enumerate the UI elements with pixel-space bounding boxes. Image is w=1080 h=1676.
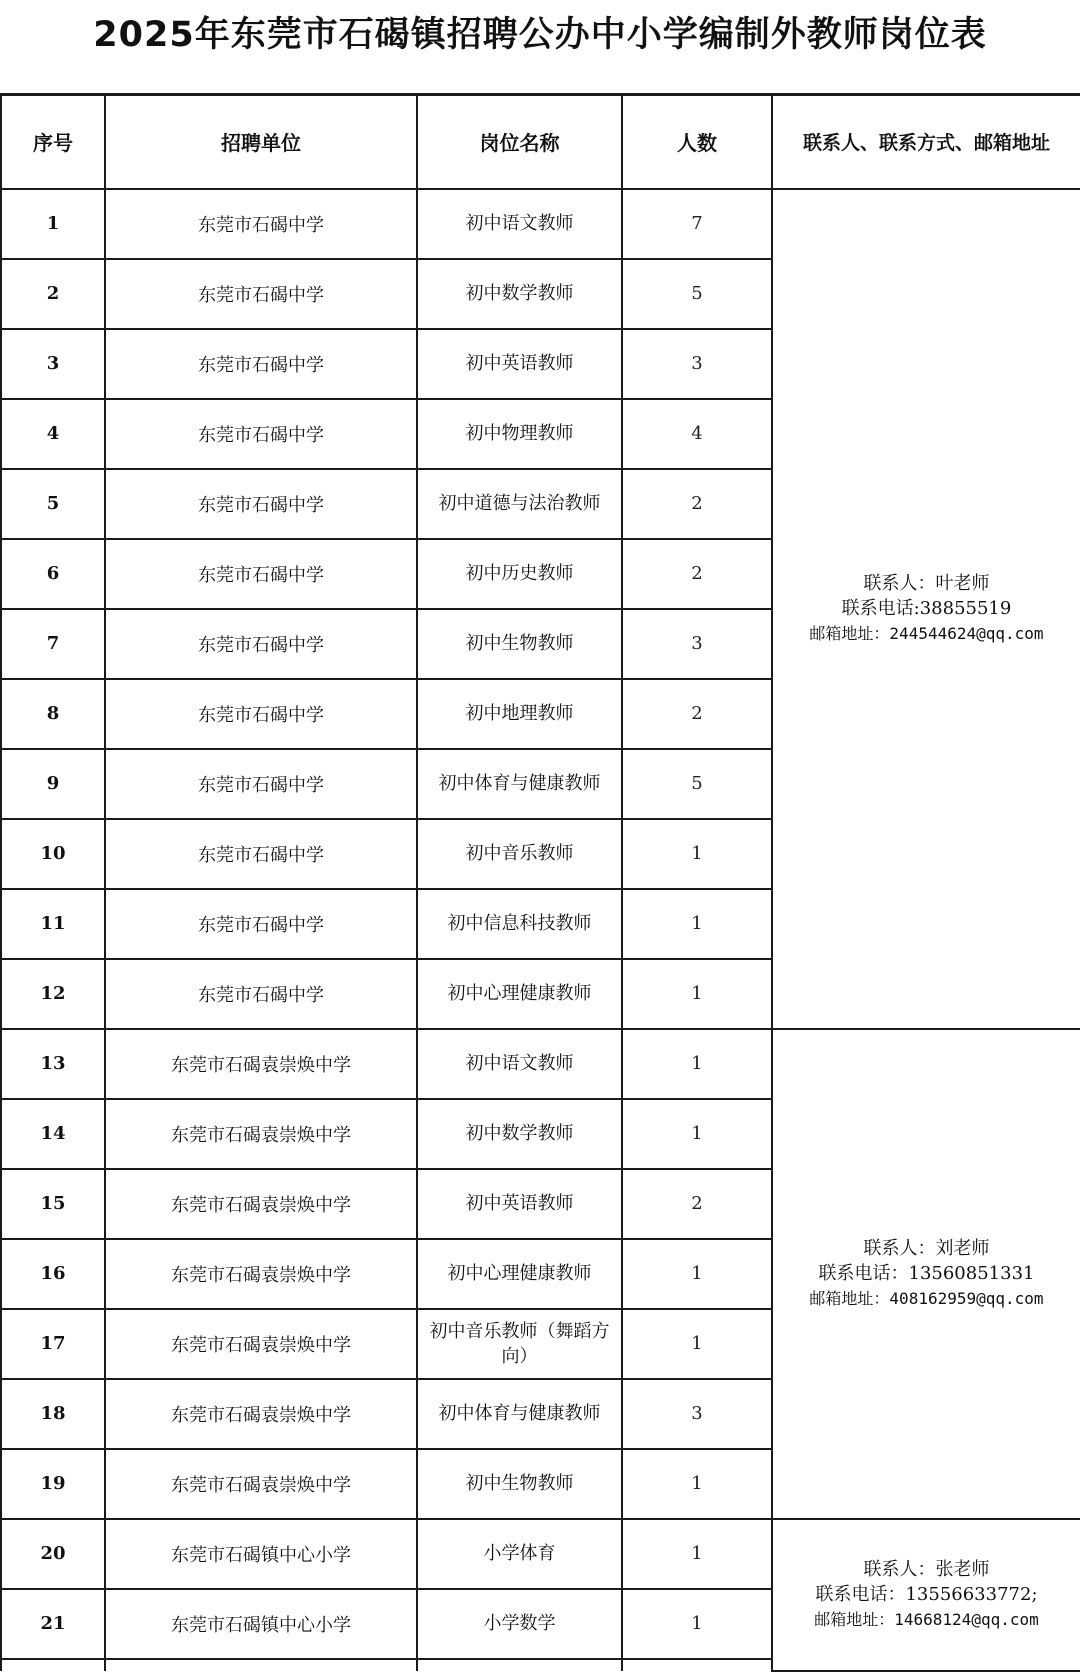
contact-phone: 联系电话：13560851331 (818, 1263, 1035, 1284)
cell-unit: 东莞市石碣中学 (105, 539, 417, 609)
cell-count: 1 (622, 1519, 772, 1589)
page-title: 2025年东莞市石碣镇招聘公办中小学编制外教师岗位表 (93, 15, 987, 55)
cell-seq: 11 (1, 889, 105, 959)
cell-post: 初中心理健康教师 (417, 959, 622, 1029)
cell-unit: 东莞市石碣中学 (105, 189, 417, 259)
cell-seq: 15 (1, 1169, 105, 1239)
cell-unit: 东莞市石碣中学 (105, 329, 417, 399)
cell-post: 初中数学教师 (417, 259, 622, 329)
cell-count: 1 (622, 1309, 772, 1379)
cell-unit: 东莞市石碣中学 (105, 959, 417, 1029)
cell-unit: 东莞市石碣袁崇焕中学 (105, 1449, 417, 1519)
cell-unit: 东莞市石碣袁崇焕中学 (105, 1379, 417, 1449)
table-header-row (1, 95, 1080, 189)
cell-unit: 东莞市石碣镇中心小学 (105, 1519, 417, 1589)
cell-count: 1 (622, 889, 772, 959)
cell-empty (105, 1659, 417, 1671)
cell-post: 初中英语教师 (417, 329, 622, 399)
cell-empty (417, 1659, 622, 1671)
cell-count: 2 (622, 539, 772, 609)
cell-count: 1 (622, 959, 772, 1029)
cell-post: 初中地理教师 (417, 679, 622, 749)
cell-unit: 东莞市石碣镇中心小学 (105, 1589, 417, 1659)
cell-seq: 18 (1, 1379, 105, 1449)
contact-group-central-primary (772, 1519, 1080, 1671)
cell-count: 5 (622, 259, 772, 329)
cell-count: 3 (622, 329, 772, 399)
header-seq: 序号 (1, 95, 105, 189)
cell-seq: 19 (1, 1449, 105, 1519)
table-row (1, 1519, 1080, 1589)
cell-count: 1 (622, 819, 772, 889)
cell-count: 2 (622, 469, 772, 539)
contact-person: 联系人：刘老师 (863, 1238, 990, 1259)
table-row (1, 1029, 1080, 1099)
cell-post: 初中体育与健康教师 (417, 749, 622, 819)
cell-unit: 东莞市石碣中学 (105, 679, 417, 749)
cell-post: 初中物理教师 (417, 399, 622, 469)
cell-seq: 12 (1, 959, 105, 1029)
cell-seq: 21 (1, 1589, 105, 1659)
cell-seq: 9 (1, 749, 105, 819)
header-count: 人数 (622, 95, 772, 189)
cell-unit: 东莞市石碣中学 (105, 889, 417, 959)
cell-post: 小学体育 (417, 1519, 622, 1589)
contact-phone: 联系电话：13556633772; (815, 1584, 1038, 1605)
cell-post: 初中英语教师 (417, 1169, 622, 1239)
contact-group-shijie-middle (772, 189, 1080, 1029)
cell-unit: 东莞市石碣袁崇焕中学 (105, 1309, 417, 1379)
cell-post: 初中生物教师 (417, 1449, 622, 1519)
cell-post: 初中信息科技教师 (417, 889, 622, 959)
header-post: 岗位名称 (417, 95, 622, 189)
contact-person: 联系人：叶老师 (863, 573, 990, 594)
recruitment-table (0, 93, 1080, 1672)
contact-email: 邮箱地址：14668124@qq.com (814, 1610, 1039, 1629)
cell-count: 7 (622, 189, 772, 259)
cell-post: 初中心理健康教师 (417, 1239, 622, 1309)
cell-seq: 10 (1, 819, 105, 889)
cell-count: 4 (622, 399, 772, 469)
cell-unit: 东莞市石碣袁崇焕中学 (105, 1239, 417, 1309)
cell-unit: 东莞市石碣中学 (105, 609, 417, 679)
cell-unit: 东莞市石碣袁崇焕中学 (105, 1029, 417, 1099)
cell-seq: 1 (1, 189, 105, 259)
cell-seq: 4 (1, 399, 105, 469)
cell-seq: 7 (1, 609, 105, 679)
cell-seq: 13 (1, 1029, 105, 1099)
cell-post: 初中音乐教师（舞蹈方向） (417, 1309, 622, 1379)
header-contact: 联系人、联系方式、邮箱地址 (772, 95, 1080, 189)
cell-unit: 东莞市石碣中学 (105, 399, 417, 469)
cell-seq: 3 (1, 329, 105, 399)
cell-post: 初中生物教师 (417, 609, 622, 679)
cell-post: 初中数学教师 (417, 1099, 622, 1169)
cell-count: 2 (622, 1169, 772, 1239)
contact-email: 邮箱地址：244544624@qq.com (809, 624, 1044, 643)
cell-empty (622, 1659, 772, 1671)
cell-seq: 8 (1, 679, 105, 749)
cell-seq: 20 (1, 1519, 105, 1589)
cell-seq: 2 (1, 259, 105, 329)
cell-count: 1 (622, 1449, 772, 1519)
contact-phone: 联系电话:38855519 (841, 598, 1012, 619)
contact-group-yuanchonghuan-middle (772, 1029, 1080, 1519)
cell-count: 3 (622, 609, 772, 679)
cell-count: 1 (622, 1239, 772, 1309)
cell-count: 1 (622, 1589, 772, 1659)
header-unit: 招聘单位 (105, 95, 417, 189)
cell-count: 1 (622, 1029, 772, 1099)
cell-unit: 东莞市石碣中学 (105, 469, 417, 539)
cell-post: 初中语文教师 (417, 189, 622, 259)
cell-seq: 5 (1, 469, 105, 539)
cell-unit: 东莞市石碣袁崇焕中学 (105, 1099, 417, 1169)
cell-count: 1 (622, 1099, 772, 1169)
cell-seq: 17 (1, 1309, 105, 1379)
cell-seq: 6 (1, 539, 105, 609)
cell-post: 小学数学 (417, 1589, 622, 1659)
cell-count: 3 (622, 1379, 772, 1449)
contact-person: 联系人：张老师 (863, 1559, 990, 1580)
cell-post: 初中体育与健康教师 (417, 1379, 622, 1449)
cell-unit: 东莞市石碣袁崇焕中学 (105, 1169, 417, 1239)
cell-unit: 东莞市石碣中学 (105, 259, 417, 329)
cell-post: 初中语文教师 (417, 1029, 622, 1099)
cell-empty (1, 1659, 105, 1671)
cell-post: 初中历史教师 (417, 539, 622, 609)
cell-unit: 东莞市石碣中学 (105, 749, 417, 819)
table-row (1, 189, 1080, 259)
cell-count: 2 (622, 679, 772, 749)
cell-unit: 东莞市石碣中学 (105, 819, 417, 889)
cell-post: 初中道德与法治教师 (417, 469, 622, 539)
cell-count: 5 (622, 749, 772, 819)
cell-post: 初中音乐教师 (417, 819, 622, 889)
cell-seq: 14 (1, 1099, 105, 1169)
contact-email: 邮箱地址：408162959@qq.com (809, 1289, 1044, 1308)
cell-seq: 16 (1, 1239, 105, 1309)
